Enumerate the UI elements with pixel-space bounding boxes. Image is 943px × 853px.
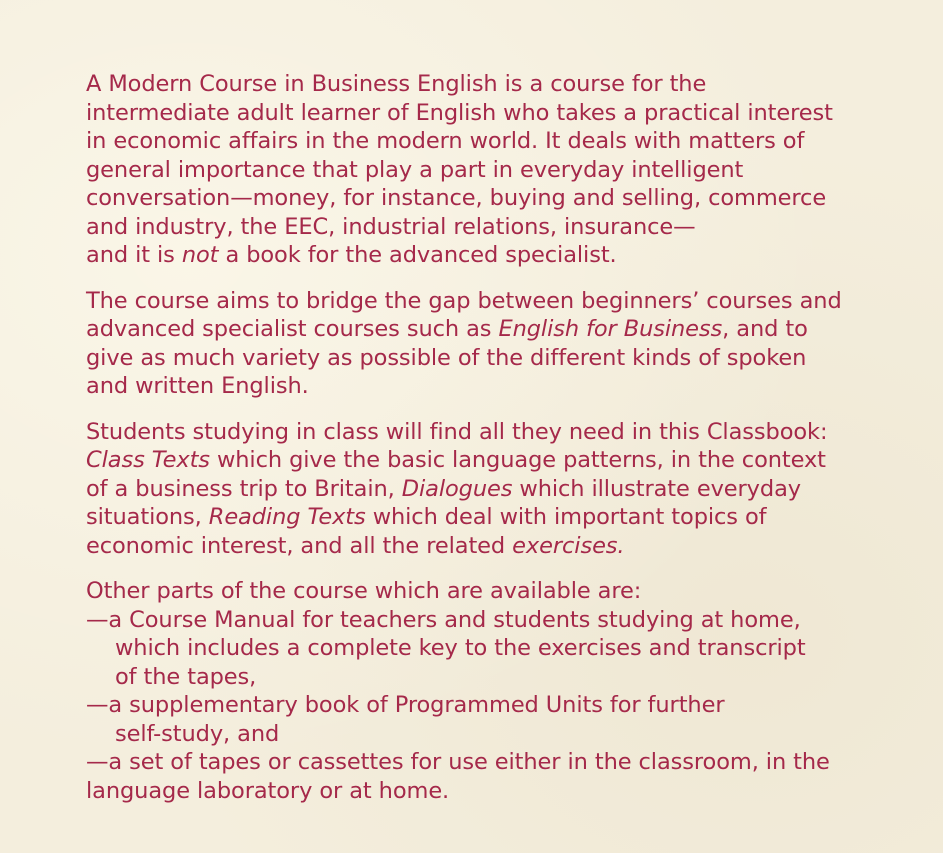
text-run: advanced specialist courses such as: [86, 316, 499, 342]
text-line: [86, 184, 906, 213]
text-line: [86, 606, 906, 635]
paragraph: [86, 577, 906, 805]
text-line: [86, 503, 906, 532]
text-run: in economic affairs in the modern world. It deals with matters of: [86, 128, 805, 154]
paragraph: [86, 287, 906, 401]
text-run: a book for the advanced specialist.: [218, 242, 617, 268]
text-run: Other parts of the course which are available are:: [86, 578, 642, 604]
paragraph: [86, 418, 906, 561]
text-run: which includes a complete key to the exercises and transcript: [115, 635, 806, 661]
text-run: intermediate adult learner of English who takes a practical interest: [86, 99, 833, 126]
text-run: —a supplementary book of Programmed Units for further: [86, 692, 725, 718]
text-line: [86, 577, 906, 606]
text-run: Students studying in class will find all they need in this Classbook:: [86, 418, 828, 445]
text-run: which deal with important topics of: [365, 504, 767, 530]
text-run: , and to: [722, 316, 808, 342]
text-line: [86, 720, 906, 749]
text-line: [86, 156, 906, 185]
text-run: and industry, the EEC, industrial relations, insurance—: [86, 213, 696, 240]
text-line: [86, 287, 906, 316]
text-run: The course aims to bridge the gap between beginners’ courses and: [86, 287, 842, 314]
paragraph: [86, 70, 906, 270]
text-run: —a Course Manual for teachers and students studying at home,: [86, 606, 801, 633]
text-run: economic interest, and all the related: [86, 532, 513, 559]
text-run: conversation—money, for instance, buying and selling, commerce: [86, 185, 827, 211]
text-run: A Modern Course in Business English is a course for the: [86, 71, 707, 97]
text-run: give as much variety as possible of the different kinds of spoken: [86, 344, 807, 371]
text-line: [86, 70, 906, 99]
text-line: [86, 532, 906, 561]
text-line: [86, 777, 906, 806]
italic-text: Reading Texts: [208, 504, 366, 530]
text-line: [86, 748, 906, 777]
text-run: language laboratory or at home.: [86, 777, 450, 804]
text-line: [86, 634, 906, 663]
text-run: general importance that play a part in everyday intelligent: [86, 156, 744, 183]
text-line: [86, 127, 906, 156]
text-run: and it is: [86, 242, 182, 268]
text-run: of a business trip to Britain,: [86, 475, 402, 502]
italic-text: English for Business: [498, 316, 723, 342]
text-line: [86, 418, 906, 447]
text-line: [86, 315, 906, 344]
text-run: situations,: [86, 504, 209, 530]
italic-text: Class Texts: [86, 447, 210, 473]
italic-text: not: [181, 242, 219, 268]
text-line: [86, 691, 906, 720]
text-line: [86, 213, 906, 242]
text-run: —a set of tapes or cassettes for use either in the classroom, in the: [86, 749, 830, 775]
text-run: self-study, and: [115, 720, 280, 747]
book-blurb: [86, 70, 906, 822]
text-line: [86, 663, 906, 692]
italic-text: Dialogues: [401, 475, 513, 502]
text-line: [86, 344, 906, 373]
text-line: [86, 372, 906, 401]
text-line: [86, 99, 906, 128]
text-line: [86, 475, 906, 504]
text-run: and written English.: [86, 373, 309, 399]
text-run: which give the basic language patterns, in the context: [209, 447, 826, 473]
italic-text: exercises.: [512, 532, 625, 559]
text-line: [86, 446, 906, 475]
text-run: of the tapes,: [115, 663, 257, 690]
text-run: which illustrate everyday: [512, 475, 801, 502]
text-line: [86, 241, 906, 270]
